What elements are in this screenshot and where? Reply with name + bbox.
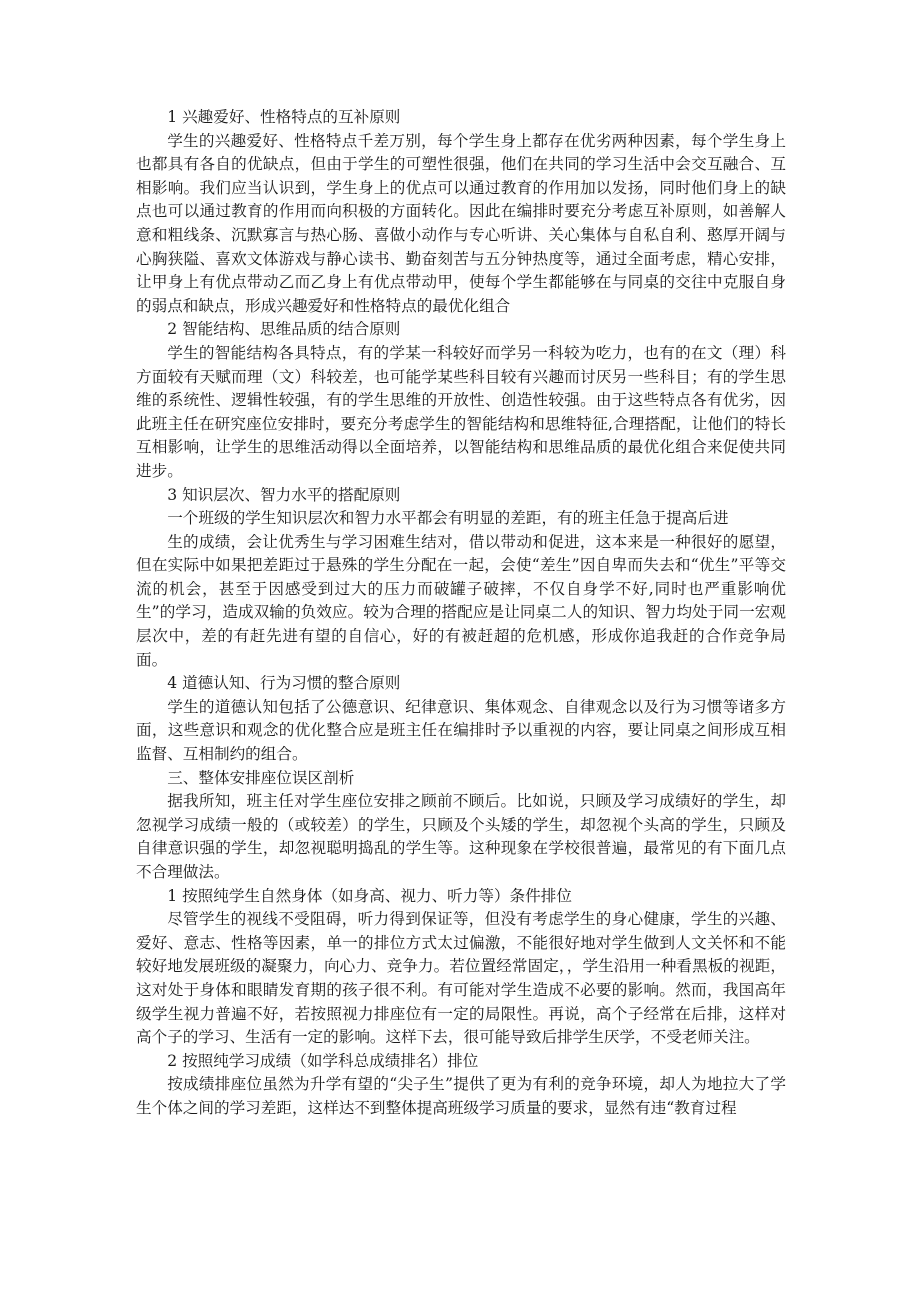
paragraph-7: 按成绩排座位虽然为升学有望的“尖子生”提供了更为有利的竞争环境，却人为地拉大了学生个体之间的学习差距，这样达不到整体提高班级学习质量的要求，显然有违“教育过程: [136, 1075, 786, 1117]
paragraph-3b: 生的成绩，会让优秀生与学习困难生结对，借以带动和促进，这本来是一种很好的愿望，但在实际中如果把差距过于悬殊的学生分配在一起，会使“差生”因自卑而失去和“优生”平等交流的机会，甚至于因感受到过大的压力而破罐子破摔，不仅自身学不好,同时也严重影响优生”的学习，造成双输的负效应。较为合理的搭配应是让同桌二人的知识、智力均处于同一宏观层次中，差的有赶先进有望的自信心，好的有被赶超的危机感，形成你追我赶的合作竞争局面。: [136, 532, 786, 669]
paragraph-1: 学生的兴趣爱好、性格特点千差万别，每个学生身上都存在优劣两种因素，每个学生身上也都具有各自的优缺点，但由于学生的可塑性很强，他们在共同的学习生活中会交互融合、互相影响。我们应当认识到，学生身上的优点可以通过教育的作用加以发扬，同时他们身上的缺点也可以通过教育的作用而向积极的方面转化。因此在编排时要充分考虑互补原则，如善解人意和粗线条、沉默寡言与热心肠、喜做小动作与专心听讲、关心集体与自私自利、憨厚开阔与心胸狭隘、喜欢文体游戏与静心读书、勤奋刻苦与五分钟热度等，通过全面考虑，精心安排，让甲身上有优点带动乙而乙身上有优点带动甲，使每个学生都能够在与同桌的交往中克服自身的弱点和缺点，形成兴趣爱好和性格特点的最优化组合: [136, 131, 786, 315]
section-heading-3: 3 知识层次、智力水平的搭配原则: [167, 485, 401, 504]
paragraph-4: 学生的道德认知包括了公德意识、纪律意识、集体观念、自律观念以及行为习惯等诸多方面，这些意识和观念的优化整合应是班主任在编排时予以重视的内容，要让同桌之间形成互相监督、互相制约的组合。: [136, 697, 786, 764]
section-heading-4: 4 道德认知、行为习惯的整合原则: [167, 674, 401, 693]
section-heading-part-3: 三、整体安排座位误区剖析: [167, 768, 355, 787]
paragraph-5: 据我所知，班主任对学生座位安排之顾前不顾后。比如说，只顾及学习成绩好的学生，却忽视学习成绩一般的（或较差）的学生，只顾及个头矮的学生，却忽视个头高的学生，只顾及自律意识强的学生，却忽视聪明捣乱的学生等。这种现象在学校很普遍，最常见的有下面几点不合理做法。: [136, 792, 786, 881]
paragraph-2: 学生的智能结构各具特点，有的学某一科较好而学另一科较为吃力，也有的在文（理）科方面较有天赋而理（文）科较差，也可能学某些科目较有兴趣而讨厌另一些科目；有的学生思维的系统性、逻辑性较强，有的学生思维的开放性、创造性较强。由于这些特点各有优劣，因此班主任在研究座位安排时，要充分考虑学生的智能结构和思维特征,合理搭配，让他们的特长互相影响，让学生的思维活动得以全面培养，以智能结构和思维品质的最优化组合来促使共同进步。: [136, 343, 786, 480]
section-heading-6: 2 按照纯学习成绩（如学科总成绩排名）排位: [167, 1051, 479, 1070]
section-heading-5: 1 按照纯学生自然身体（如身高、视力、听力等）条件排位: [167, 886, 572, 905]
document-page: [136, 106, 786, 1121]
section-heading-1: 1 兴趣爱好、性格特点的互补原则: [167, 108, 401, 126]
section-heading-2: 2 智能结构、思维品质的结合原则: [167, 320, 401, 339]
paragraph-3a: 一个班级的学生知识层次和智力水平都会有明显的差距，有的班主任急于提高后进: [167, 509, 729, 528]
paragraph-6: 尽管学生的视线不受阻碍，听力得到保证等，但没有考虑学生的身心健康，学生的兴趣、爱好、意志、性格等因素，单一的排位方式太过偏激，不能很好地对学生做到人文关怀和不能较好地发展班级的凝聚力，向心力、竞争力。若位置经常固定，，学生沿用一种看黑板的视距，这对处于身体和眼睛发育期的孩子很不利。有可能对学生造成不必要的影响。然而，我国高年级学生视力普遍不好，若按照视力排座位有一定的局限性。再说，高个子经常在后排，这样对高个子的学习、生活有一定的影响。这样下去，很可能导致后排学生厌学，不受老师关注。: [136, 910, 786, 1047]
